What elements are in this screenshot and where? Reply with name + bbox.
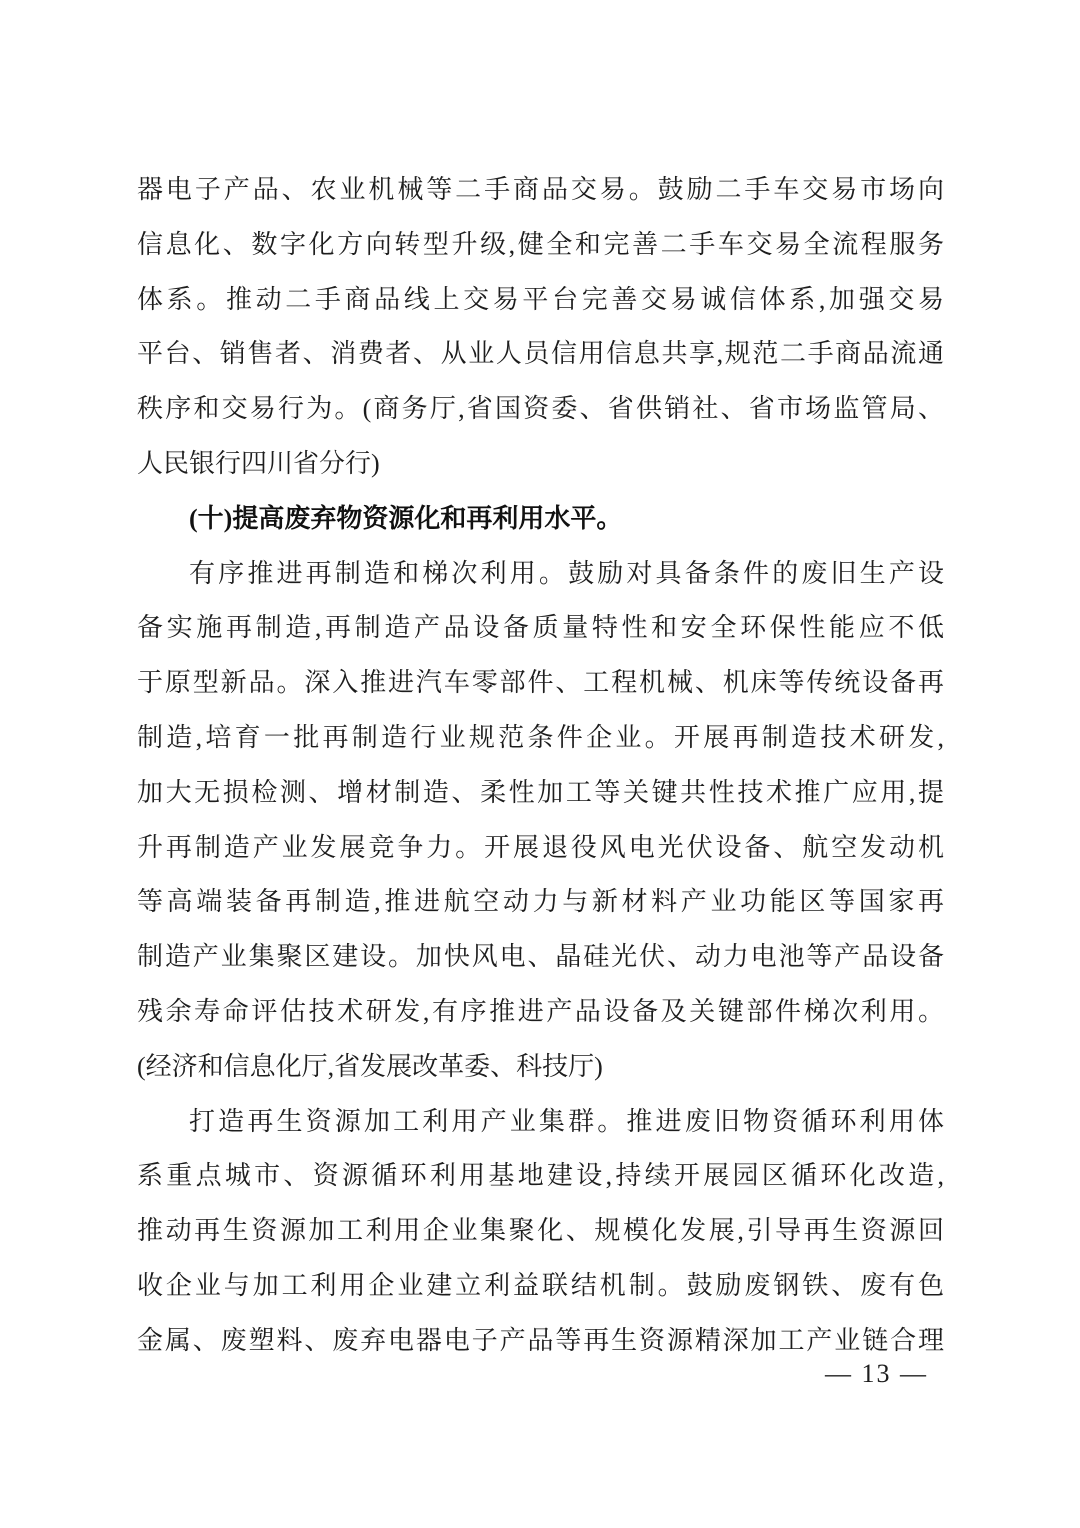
document-body [137,163,944,1369]
text-line: 于原型新品。深入推进汽车零部件、工程机械、机床等传统设备再 [137,668,944,698]
text-line: 等高端装备再制造,推进航空动力与新材料产业功能区等国家再 [137,887,944,917]
text-line: 金属、废塑料、废弃电器电子产品等再生资源精深加工产业链合理 [137,1325,944,1355]
text-line: 制造产业集聚区建设。加快风电、晶硅光伏、动力电池等产品设备 [137,942,944,972]
page-number: — 13 — [825,1359,928,1388]
text-line: 平台、销售者、消费者、从业人员信用信息共享,规范二手商品流通 [137,339,944,369]
text-line: 器电子产品、农业机械等二手商品交易。鼓励二手车交易市场向 [137,175,944,204]
text-line: 人民银行四川省分行) [137,448,380,478]
text-line: 残余寿命评估技术研发,有序推进产品设备及关键部件梯次利用。 [137,996,944,1026]
text-line: 秩序和交易行为。(商务厅,省国资委、省供销社、省市场监管局、 [137,394,944,424]
text-line: (经济和信息化厅,省发展改革委、科技厅) [137,1051,603,1081]
text-line: 打造再生资源加工利用产业集群。推进废旧物资循环利用体 [189,1106,944,1136]
text-line: 体系。推动二手商品线上交易平台完善交易诚信体系,加强交易 [137,284,944,314]
text-line: 推动再生资源加工利用企业集聚化、规模化发展,引导再生资源回 [137,1216,944,1246]
text-line: 有序推进再制造和梯次利用。鼓励对具备条件的废旧生产设 [189,558,944,588]
text-line: 系重点城市、资源循环利用基地建设,持续开展园区循环化改造, [137,1161,944,1191]
text-line: 备实施再制造,再制造产品设备质量特性和安全环保性能应不低 [137,613,944,643]
section-heading: (十)提高废弃物资源化和再利用水平。 [189,503,623,533]
text-line: 升再制造产业发展竞争力。开展退役风电光伏设备、航空发动机 [137,832,944,862]
text-line: 信息化、数字化方向转型升级,健全和完善二手车交易全流程服务 [137,229,944,259]
text-line: 加大无损检测、增材制造、柔性加工等关键共性技术推广应用,提 [137,777,944,807]
text-line: 收企业与加工利用企业建立利益联结机制。鼓励废钢铁、废有色 [137,1270,944,1300]
text-line: 制造,培育一批再制造行业规范条件企业。开展再制造技术研发, [137,722,944,752]
